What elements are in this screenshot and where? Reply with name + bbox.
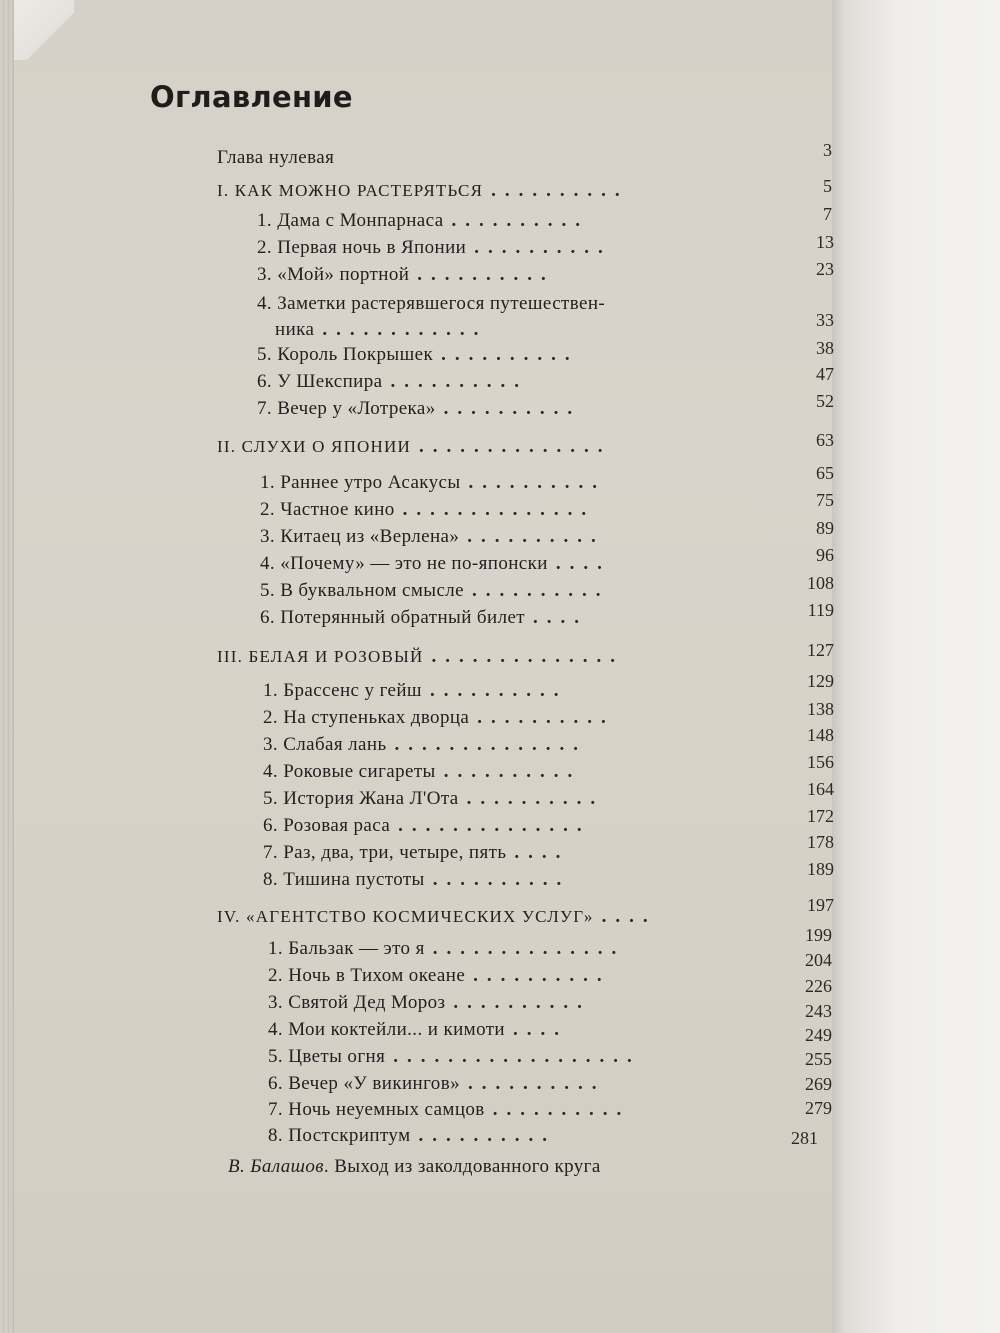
toc-entry <box>260 472 720 496</box>
toc-entry <box>268 938 723 962</box>
toc-entry <box>263 761 723 785</box>
toc-page-number: 281 <box>791 1128 818 1148</box>
toc-entry-continuation <box>257 317 717 343</box>
dot-leader: .......... <box>441 344 579 365</box>
dot-leader: .... <box>513 1019 569 1040</box>
toc-page-number: 189 <box>807 859 834 879</box>
dot-leader: .......... <box>418 1125 556 1146</box>
toc-entry-label: 8. Постскриптум <box>268 1125 411 1146</box>
toc-page-number: 178 <box>807 832 834 852</box>
toc-entry-label: I. КАК МОЖНО РАСТЕРЯТЬСЯ <box>217 181 484 200</box>
toc-part-4 <box>217 906 717 930</box>
toc-entry <box>268 965 723 989</box>
author-name: В. Балашов <box>228 1156 324 1177</box>
toc-part-3 <box>217 646 717 670</box>
toc-entry-label: 6. Потерянный обратный билет <box>260 607 525 628</box>
toc-page-number: 279 <box>805 1098 832 1118</box>
toc-entry <box>260 580 720 604</box>
toc-page-number: 255 <box>805 1049 832 1069</box>
dot-leader: .......... <box>492 1099 631 1120</box>
toc-entry-label: 2. Ночь в Тихом океане <box>268 965 466 986</box>
dot-leader: .......... <box>432 869 571 890</box>
dot-leader: .......... <box>467 526 605 547</box>
toc-entry-label-line2: ника <box>275 319 315 340</box>
dot-leader: .......... <box>429 680 568 701</box>
toc-page-number: 33 <box>816 310 834 330</box>
dot-leader: .......... <box>477 707 615 728</box>
toc-entry-label: 1. Дама с Монпарнаса <box>257 210 444 231</box>
toc-entry <box>263 734 723 758</box>
dot-leader: .............. <box>418 436 612 457</box>
toc-entry-label: 8. Тишина пустоты <box>263 869 425 890</box>
toc-entry-label: 1. Брассенс у гейш <box>263 680 422 701</box>
toc-entry <box>260 553 720 577</box>
dot-leader: .......... <box>443 761 582 782</box>
toc-page-number: 148 <box>807 725 834 745</box>
toc-page-number: 89 <box>816 518 834 538</box>
toc-entry <box>260 607 720 631</box>
toc-entry-label: 5. В буквальном смысле <box>260 580 465 601</box>
dot-leader: .............. <box>394 734 588 755</box>
dot-leader: .......... <box>472 580 610 601</box>
toc-entry-label <box>228 1156 601 1178</box>
toc-entry-label: 2. Первая ночь в Японии <box>257 237 467 258</box>
toc-entry <box>263 869 723 893</box>
toc-entry-label: 3. Слабая лань <box>263 734 387 755</box>
toc-entry-label: 7. Ночь неуемных самцов <box>268 1099 485 1120</box>
toc-page-number: 129 <box>807 671 834 691</box>
dot-leader: .......... <box>390 371 528 392</box>
dot-leader: .............. <box>402 499 596 520</box>
toc-page-number: 269 <box>805 1074 832 1094</box>
toc-part-1 <box>217 180 717 204</box>
toc-entry <box>263 842 723 866</box>
dot-leader: .......... <box>451 210 590 231</box>
toc-page-number: 3 <box>823 140 832 160</box>
toc-entry-label: 4. Мои коктейли... и кимоти <box>268 1019 506 1040</box>
toc-entry <box>257 210 717 234</box>
toc-page-number: 108 <box>807 573 834 593</box>
toc-page-number: 47 <box>816 364 834 384</box>
toc-page-number: 127 <box>807 640 834 660</box>
toc-entry-label: III. БЕЛАЯ И РОЗОВЫЙ <box>217 647 424 666</box>
toc-page-number: 38 <box>816 338 834 358</box>
toc-entry-label: 3. Китаец из «Верлена» <box>260 526 460 547</box>
toc-page-number: 249 <box>805 1025 832 1045</box>
toc-entry <box>257 371 717 395</box>
toc-entry-label: 6. У Шекспира <box>257 371 383 392</box>
dot-leader: .... <box>601 906 657 927</box>
toc-entry-chapter-zero <box>217 147 697 171</box>
dot-leader: .... <box>555 553 611 574</box>
dot-leader: .............. <box>398 815 591 836</box>
toc-page-number: 243 <box>805 1001 832 1021</box>
toc-entry-label: 4. Роковые сигареты <box>263 761 436 782</box>
toc-entry <box>268 1099 723 1123</box>
dot-leader: .......... <box>473 965 611 986</box>
toc-entry <box>268 1046 723 1070</box>
toc-entry-label: Глава нулевая <box>217 147 335 168</box>
toc-entry-label: 1. Раннее утро Асакусы <box>260 472 461 493</box>
toc-page-number: 119 <box>807 600 834 620</box>
toc-entry-label: 6. Вечер «У викингов» <box>268 1073 460 1094</box>
dot-leader: .......... <box>466 788 605 809</box>
dot-leader: .... <box>514 842 570 863</box>
toc-entry <box>257 237 717 261</box>
dot-leader: .......... <box>417 264 555 285</box>
dot-leader: .............. <box>431 646 625 667</box>
toc-page-number: 172 <box>807 806 834 826</box>
toc-entry-label: 3. Святой Дед Мороз <box>268 992 446 1013</box>
dot-leader: .............. <box>432 938 626 959</box>
toc-entry <box>257 264 717 288</box>
toc-page-number: 199 <box>805 925 832 945</box>
afterword-title: . Выход из заколдованного круга <box>323 1156 601 1177</box>
toc-page-number: 5 <box>823 176 832 196</box>
toc-part-2 <box>217 436 717 460</box>
dot-leader: .......... <box>468 472 607 493</box>
toc-entry-label: 2. На ступеньках дворца <box>263 707 470 728</box>
dot-leader: .......... <box>474 237 612 258</box>
toc-entry <box>268 1125 723 1149</box>
toc-entry <box>263 680 723 704</box>
toc-page-number: 52 <box>816 391 834 411</box>
toc-entry-label: 5. Король Покрышек <box>257 344 434 365</box>
toc-afterword <box>228 1156 708 1180</box>
toc-page-number: 197 <box>807 895 834 915</box>
toc-page-number: 7 <box>823 204 832 224</box>
toc-entry <box>260 526 720 550</box>
toc-entry-label: 1. Бальзак — это я <box>268 938 425 959</box>
toc-entry-label: 3. «Мой» портной <box>257 264 410 285</box>
toc-entry-label: 6. Розовая раса <box>263 815 391 836</box>
toc-entry-label: 5. Цветы огня <box>268 1046 386 1067</box>
toc-entry <box>268 1073 723 1097</box>
toc-entry <box>268 1019 723 1043</box>
toc-entry <box>263 788 723 812</box>
dot-leader: .......... <box>467 1073 606 1094</box>
dot-leader: ............ <box>322 319 488 340</box>
toc-entry-label: 7. Вечер у «Лотрека» <box>257 398 436 419</box>
toc-page-number: 75 <box>816 490 834 510</box>
toc-page-number: 156 <box>807 752 834 772</box>
toc-page-number: 164 <box>807 779 834 799</box>
toc-page-number: 226 <box>805 976 832 996</box>
toc-page-number: 204 <box>805 950 832 970</box>
toc-page-number: 96 <box>816 545 834 565</box>
dot-leader: .......... <box>443 398 582 419</box>
toc-page-number: 65 <box>816 463 834 483</box>
toc-entry-label: 4. Заметки растерявшегося путешествен- <box>257 293 606 314</box>
toc-entry <box>260 499 720 523</box>
toc-entry-label: 2. Частное кино <box>260 499 395 520</box>
toc-entry-label: 4. «Почему» — это не по-японски <box>260 553 548 574</box>
toc-entry-label: IV. «АГЕНТСТВО КОСМИЧЕСКИХ УСЛУГ» <box>217 907 594 926</box>
toc-entry-label: 7. Раз, два, три, четыре, пять <box>263 842 507 863</box>
toc-page-number: 138 <box>807 699 834 719</box>
toc-page-number: 23 <box>816 259 834 279</box>
toc-page-number: 63 <box>816 430 834 450</box>
dot-leader: .......... <box>453 992 591 1013</box>
toc-page-number: 13 <box>816 232 834 252</box>
page-title: Оглавление <box>150 80 353 114</box>
toc-entry <box>268 992 723 1016</box>
toc-entry <box>263 707 723 731</box>
dot-leader: .......... <box>491 180 629 201</box>
toc-entry-multiline <box>257 291 717 345</box>
dot-leader: .................. <box>393 1046 641 1067</box>
toc-entry-label: 5. История Жана Л'Ота <box>263 788 459 809</box>
dot-leader: .... <box>532 607 588 628</box>
toc-entry <box>257 344 717 368</box>
toc-entry <box>263 815 723 839</box>
toc-entry-label: II. СЛУХИ О ЯПОНИИ <box>217 437 411 456</box>
toc-entry <box>257 398 717 422</box>
